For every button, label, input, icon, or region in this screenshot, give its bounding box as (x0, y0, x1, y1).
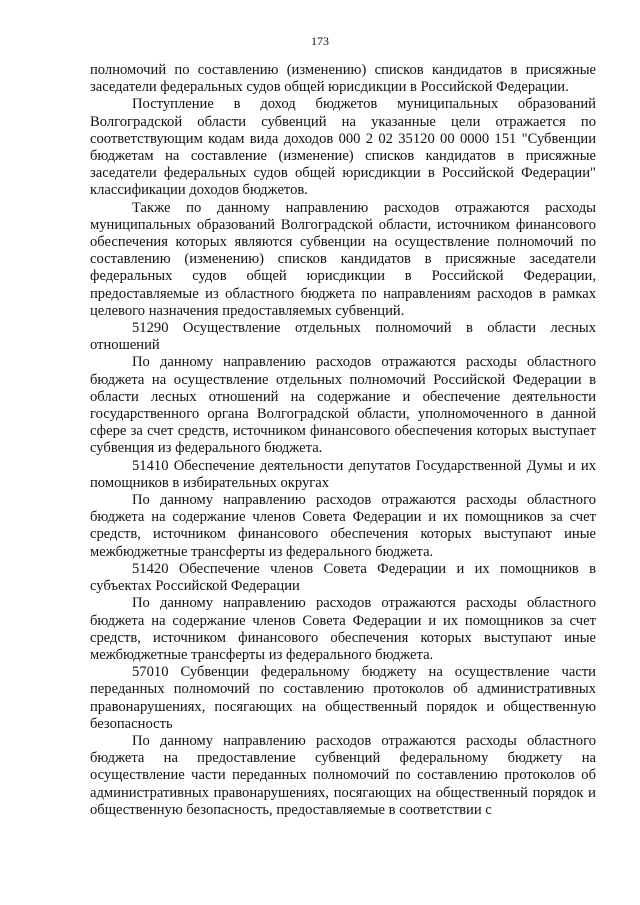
section-heading-51290: 51290 Осуществление отдельных полномочий в области лесных отношений (90, 320, 596, 354)
page-number: 173 (311, 34, 329, 48)
paragraph-income-codes: Поступление в доход бюджетов муниципальных образований Волгоградской области субвенций на указанные цели отражается по соответствующим кодам вида доходов 000 2 02 35120 00 0000 151 "Субвенции бюджетам на составление (изменение) списков кандидатов в присяжные заседатели федеральных судов общей юрисдикции в Российской Федерации" классификации доходов бюджетов. (90, 96, 596, 199)
paragraph-municipal-expenses: Также по данному направлению расходов отражаются расходы муниципальных образований Волгоградской области, источником финансового обеспечения которых являются субвенции на осуществление полномочий по составлению (изменению) списков кандидатов в присяжные заседатели федеральных судов общей юрисдикции в Российской Федерации, предоставляемые из областного бюджета по направлениям расходов в рамках целевого назначения предоставляемых субвенций. (90, 199, 596, 319)
paragraph-continuation: полномочий по составлению (изменению) списков кандидатов в присяжные заседатели федеральных судов общей юрисдикции в Российской Федерации. (90, 62, 596, 96)
paragraph-51420: По данному направлению расходов отражаются расходы областного бюджета на содержание членов Совета Федерации и их помощников за счет средств, источником финансового обеспечения которых выступают иные межбюджетные трансферты из федерального бюджета. (90, 595, 596, 663)
section-heading-57010: 57010 Субвенции федеральному бюджету на осуществление части переданных полномочий по составлению протоколов об административных правонарушениях, посягающих на общественный порядок и общественную безопасность (90, 664, 596, 732)
paragraph-51290: По данному направлению расходов отражаются расходы областного бюджета на осуществление отдельных полномочий Российской Федерации в области лесных отношений на содержание и обеспечение деятельности государственного органа Волгоградской области, уполномоченного в данной сфере за счет средств, источником финансового обеспечения которых выступает субвенция из федерального бюджета. (90, 354, 596, 457)
paragraph-51410: По данному направлению расходов отражаются расходы областного бюджета на содержание членов Совета Федерации и их помощников за счет средств, источником финансового обеспечения которых выступают иные межбюджетные трансферты из федерального бюджета. (90, 492, 596, 560)
paragraph-57010: По данному направлению расходов отражаются расходы областного бюджета на предоставление субвенций федеральному бюджету на осуществление части переданных полномочий по составлению протоколов об административных правонарушениях, посягающих на общественный порядок и общественную безопасность, предоставляемые в соответствии с (90, 732, 596, 818)
document-body (90, 62, 596, 819)
section-heading-51420: 51420 Обеспечение членов Совета Федерации и их помощников в субъектах Российской Федерации (90, 560, 596, 595)
section-heading-51410: 51410 Обеспечение деятельности депутатов Государственной Думы и их помощников в избирательных округах (90, 457, 596, 491)
